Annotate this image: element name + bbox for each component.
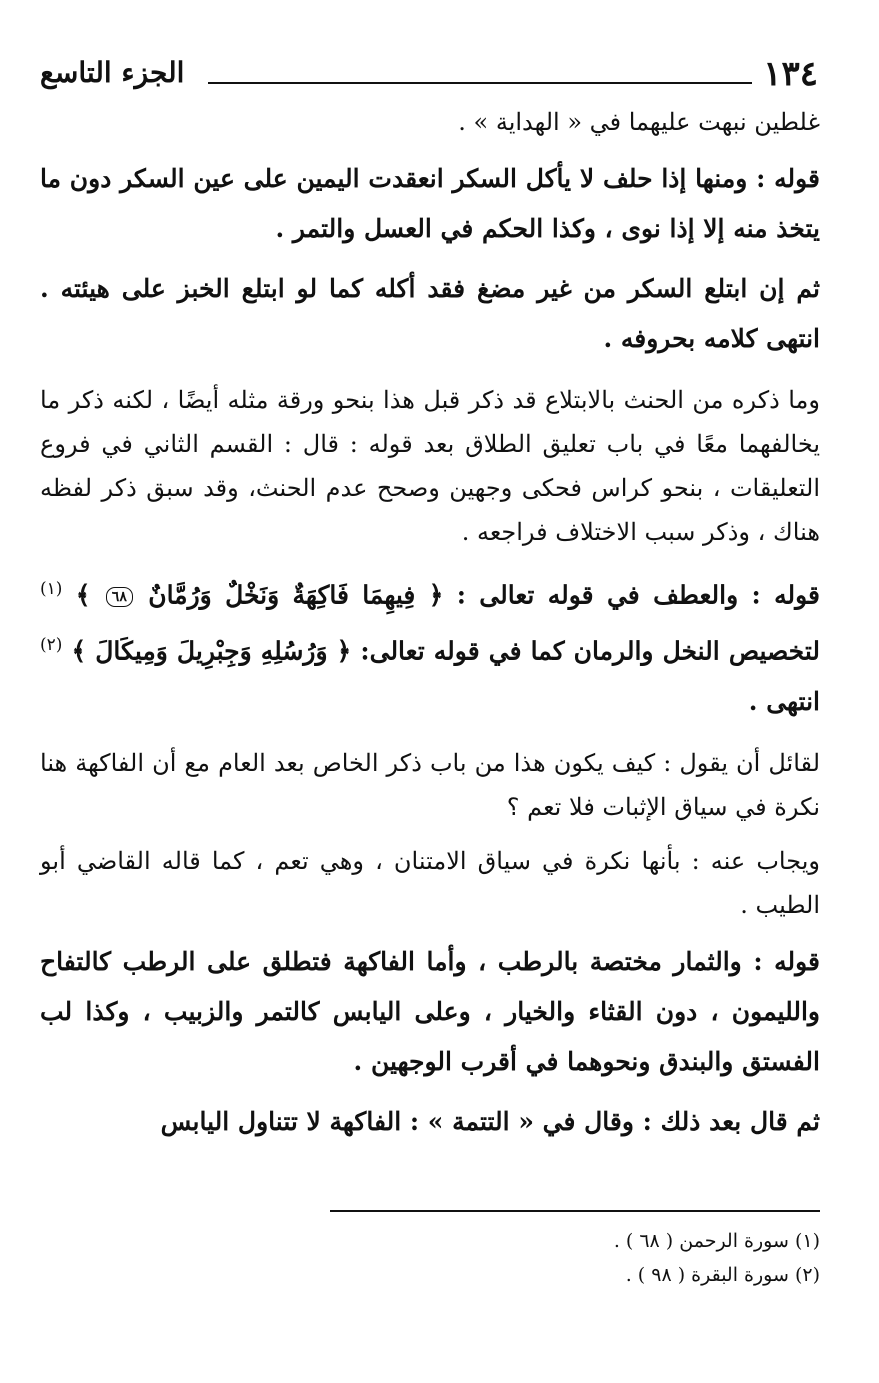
page-header	[40, 52, 820, 100]
paragraph-5-lead: قوله : والعطف في قوله تعالى :	[443, 580, 820, 610]
page-body	[40, 100, 820, 1147]
paragraph-4: وما ذكره من الحنث بالابتلاع قد ذكر قبل هذا بنحو ورقة مثله أيضًا ، لكنه ذكر ما يخالفهما معًا في باب تعليق الطلاق بعد قوله : قال : القسم الثاني في فروع التعليقات ، بنحو كراس فحكى وجهين وصحح عدم الحنث، وقد سبق ذكر لفظه هناك ، وذكر سبب الاختلاف فراجعه .	[40, 386, 820, 546]
paragraph-1: غلطين نبهت عليهما في « الهداية » .	[458, 108, 820, 136]
document-page	[40, 52, 820, 1286]
page-number: ١٣٤	[763, 54, 818, 94]
footnote-ref-2: (٢)	[40, 635, 63, 656]
paragraph-6: لقائل أن يقول : كيف يكون هذا من باب ذكر الخاص بعد العام مع أن الفاكهة هنا نكرة في سياق الإثبات فلا تعم ؟	[40, 748, 820, 821]
quran-verse-2: ﴿ وَرُسُلِهِ وَجِبْرِيلَ وَمِيكَالَ ﴾	[71, 636, 352, 666]
paragraph-5	[40, 564, 820, 727]
quran-verse-1: ﴿ فِيهِمَا فَاكِهَةٌ وَنَخْلٌ وَرُمَّانٌ	[148, 580, 444, 610]
paragraph-8: قوله : والثمار مختصة بالرطب ، وأما الفاكهة فتطلق على الرطب كالتفاح والليمون ، دون القثاء والخيار ، وعلى اليابس كالتمر والزبيب ، وكذا لب الفستق والبندق ونحوهما في أقرب الوجهين .	[40, 946, 820, 1076]
ayah-number-marker: ٦٨	[106, 587, 133, 607]
paragraph-3: ثم إن ابتلع السكر من غير مضغ فقد أكله كما لو ابتلع الخبز على هيئته . انتهى كلامه بحروفه .	[40, 274, 820, 353]
paragraph-5-middle: لتخصيص النخل والرمان كما في قوله تعالى:	[360, 636, 820, 666]
quran-verse-1-close: ﴾	[75, 580, 91, 610]
paragraph-9: ثم قال بعد ذلك : وقال في « التتمة » : الفاكهة لا تتناول اليابس	[160, 1106, 820, 1136]
header-rule	[208, 82, 752, 84]
paragraph-7: ويجاب عنه : بأنها نكرة في سياق الامتنان ، وهي تعم ، كما قاله القاضي أبو الطيب .	[40, 846, 820, 919]
footnote-separator	[330, 1210, 820, 1212]
part-title: الجزء التاسع	[40, 56, 185, 89]
footnote-2: (٢) سورة البقرة ( ٩٨ ) .	[625, 1264, 820, 1286]
paragraph-2: قوله : ومنها إذا حلف لا يأكل السكر انعقدت اليمين على عين السكر دون ما يتخذ منه إلا إذا نوى ، وكذا الحكم في العسل والتمر .	[40, 164, 820, 243]
footnotes	[40, 1224, 820, 1292]
footnote-1: (١) سورة الرحمن ( ٦٨ ) .	[613, 1230, 820, 1252]
footnote-ref-1: (١)	[40, 579, 63, 599]
paragraph-5-end: انتهى .	[748, 686, 820, 716]
